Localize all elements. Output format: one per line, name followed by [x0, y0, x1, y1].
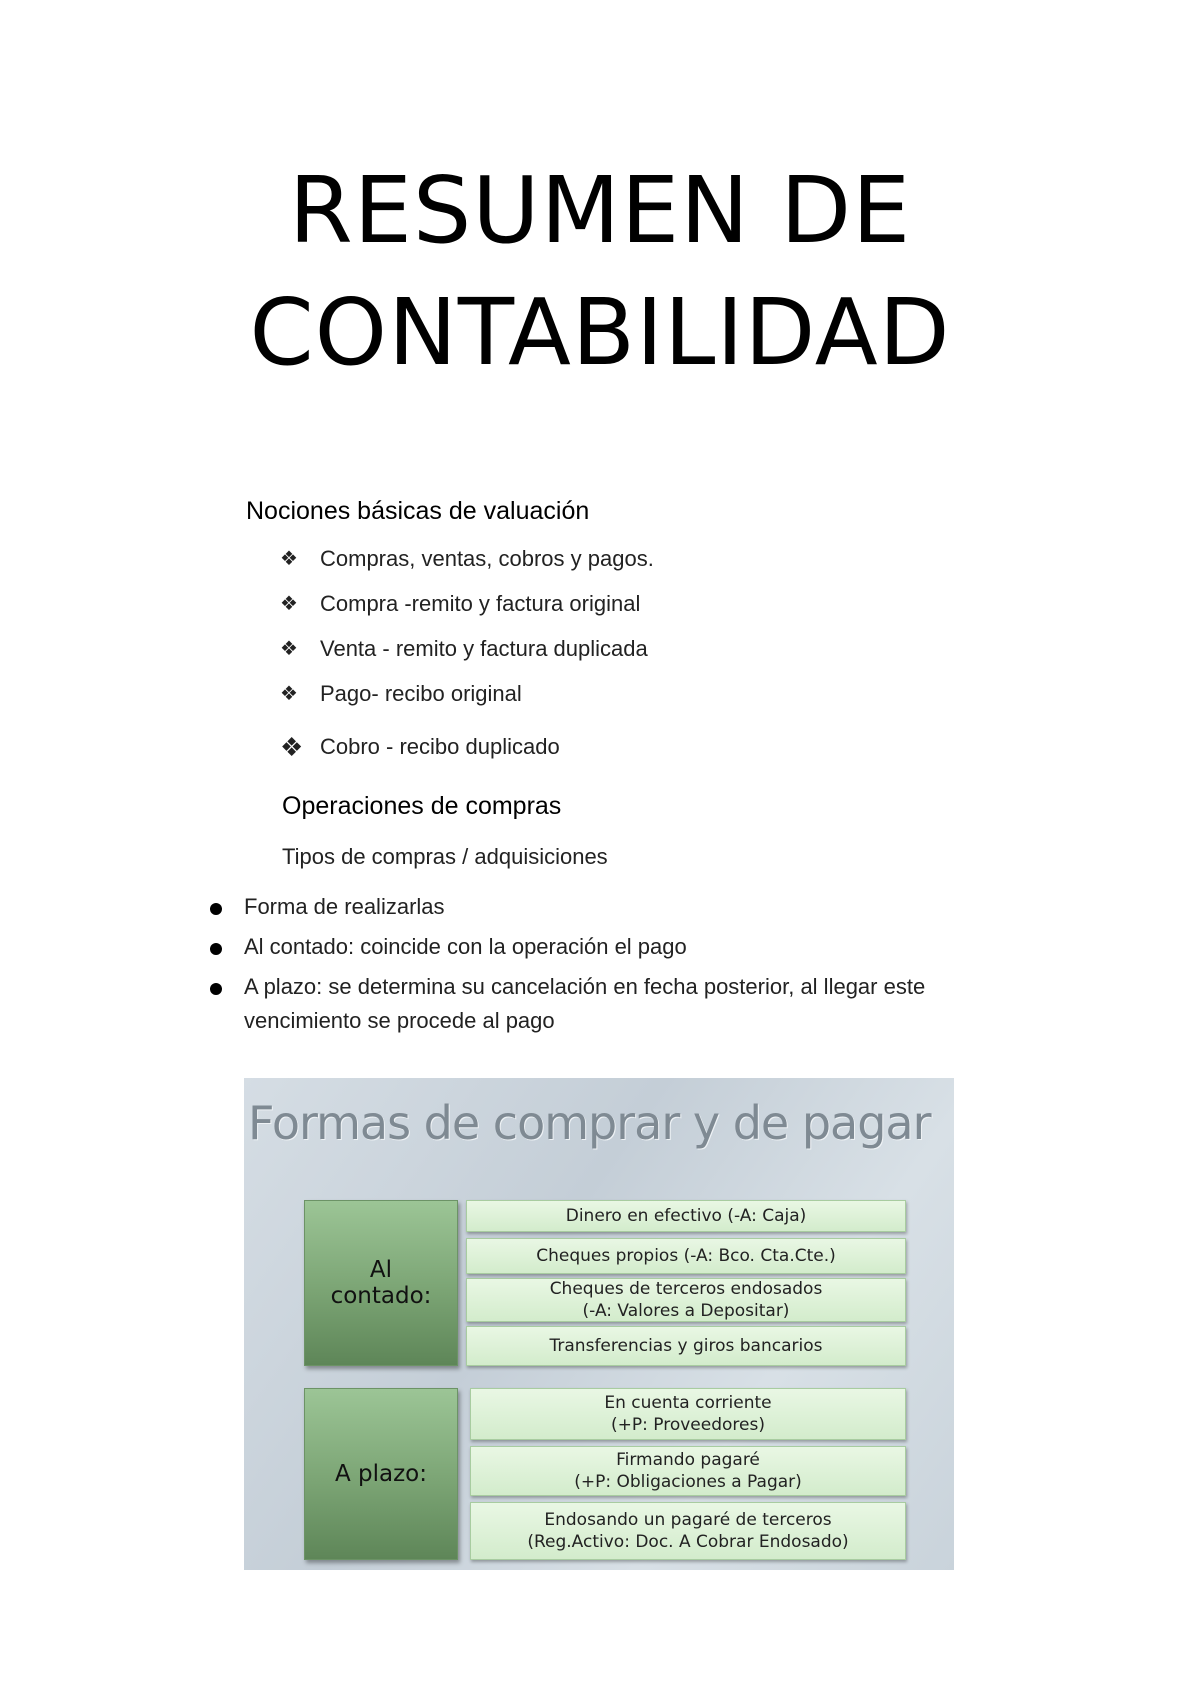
document-title — [0, 150, 1200, 394]
diamond-bullet-icon: ❖ — [280, 638, 298, 660]
contado-label: Al contado: — [304, 1200, 458, 1366]
list-item: ❖ Cobro - recibo duplicado — [280, 731, 560, 762]
list-item: ❖ Compra -remito y factura original — [280, 590, 641, 616]
diamond-bullet-icon: ❖ — [280, 548, 298, 570]
list-item: ❖ Pago- recibo original — [280, 680, 522, 706]
title-line-2: CONTABILIDAD — [249, 279, 951, 386]
contado-option: Dinero en efectivo (-A: Caja) — [466, 1200, 906, 1232]
section-subheading: Tipos de compras / adquisiciones — [282, 844, 608, 869]
bullet-dot-icon — [210, 983, 222, 995]
valuation-list — [280, 536, 654, 776]
list-item: A plazo: se determina su cancelación en fecha posterior, al llegar este vencimiento se procede al pago — [208, 970, 1008, 1038]
bullet-dot-icon — [210, 943, 222, 955]
bullet-dot-icon — [210, 903, 222, 915]
contado-option: Cheques propios (-A: Bco. Cta.Cte.) — [466, 1238, 906, 1274]
plazo-option: Endosando un pagaré de terceros (Reg.Activo: Doc. A Cobrar Endosado) — [470, 1502, 906, 1560]
list-item: Forma de realizarlas — [208, 890, 1008, 924]
diamond-bullet-icon: ❖ — [280, 683, 298, 705]
section-heading-valuacion: Nociones básicas de valuación — [246, 497, 590, 525]
list-item: Al contado: coincide con la operación el pago — [208, 930, 1008, 964]
contado-option: Cheques de terceros endosados (-A: Valores a Depositar) — [466, 1278, 906, 1322]
plazo-option: Firmando pagaré (+P: Obligaciones a Pagar) — [470, 1446, 906, 1496]
title-line-1: RESUMEN DE — [288, 157, 912, 264]
plazo-label: A plazo: — [304, 1388, 458, 1560]
slide-image — [244, 1078, 954, 1570]
plazo-option: En cuenta corriente (+P: Proveedores) — [470, 1388, 906, 1440]
diamond-bullet-icon: ❖ — [280, 593, 298, 615]
contado-option: Transferencias y giros bancarios — [466, 1326, 906, 1366]
diamond-bullet-icon: ❖ — [280, 731, 304, 762]
list-item: ❖ Venta - remito y factura duplicada — [280, 635, 648, 661]
list-item: ❖ Compras, ventas, cobros y pagos. — [280, 545, 654, 571]
purchase-types-list — [208, 890, 1008, 1044]
section-heading-compras: Operaciones de compras — [282, 792, 562, 820]
slide-title: Formas de comprar y de pagar — [248, 1096, 931, 1150]
